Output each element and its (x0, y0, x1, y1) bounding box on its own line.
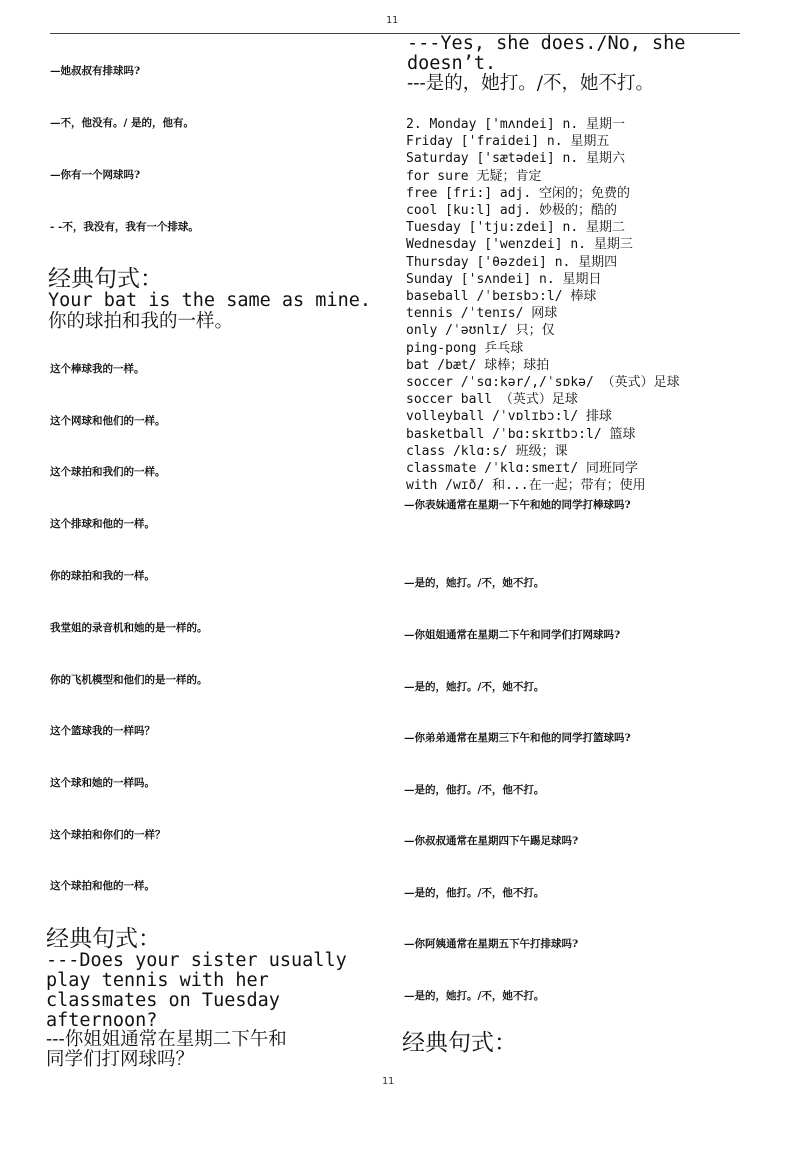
question-english-line: afternoon? (46, 1010, 158, 1031)
vocab-item: free [fri:] adj. 空闲的；免费的 (406, 185, 631, 201)
heading-classic-sentence-3: 经典句式： (402, 1030, 517, 1056)
qa-line: —是的，她打。/不，她不打。 (404, 577, 545, 589)
vocab-item: Saturday ['sætədei] n. 星期六 (406, 151, 626, 167)
exercise-item: 这个球和她的一样吗。 (50, 777, 155, 789)
question-chinese-line: 同学们打网球吗？ (46, 1049, 195, 1070)
vocab-item: Wednesday ['wenzdei] n. 星期三 (406, 237, 633, 253)
exercise-item: 你的球拍和我的一样。 (50, 570, 155, 582)
exercise-item: 这个球拍和你们的一样？ (50, 829, 166, 841)
exercise-item: 这个球拍和他的一样。 (50, 880, 155, 892)
question-english-line: play tennis with her (46, 970, 269, 991)
vocab-item: tennis /ˈtenɪs/ 网球 (406, 306, 558, 322)
qa-line: —是的，她打。/不，她不打。 (404, 990, 545, 1002)
vocab-item: soccer ball （英式）足球 (406, 392, 578, 408)
qa-line: —是的，她打。/不，她不打。 (404, 681, 545, 693)
vocabulary-list (406, 116, 680, 494)
vocab-item: class /klɑ:s/ 班级；课 (406, 443, 568, 459)
qa-line: —你表妹通常在星期一下午和她的同学打棒球吗? (404, 499, 631, 511)
page-number-top: 11 (386, 15, 399, 26)
exercise-item: 这个篮球我的一样吗？ (50, 725, 155, 737)
question-chinese-line: ---你姐姐通常在星期二下午和 (46, 1029, 287, 1050)
vocab-item: volleyball /ˈvɒlɪbɔ:l/ 排球 (406, 409, 613, 425)
top-answer-chinese: ---是的，她打。/不，她不打。 (407, 73, 654, 94)
vocab-item: Tuesday ['tju:zdei] n. 星期二 (406, 220, 626, 236)
left-answer-2: - -不，我没有，我有一个排球。 (50, 221, 199, 233)
left-question-1: —她叔叔有排球吗? (50, 65, 141, 77)
sentence-english: Your bat is the same as mine. (48, 290, 372, 311)
vocab-item: basketball /ˈbɑ:skɪtbɔ:l/ 篮球 (406, 426, 636, 442)
vocab-item: bat /bæt/ 球棒；球拍 (406, 357, 550, 373)
vocab-item: 2. Monday ['mʌndei] n. 星期一 (406, 117, 626, 132)
question-english-line: classmates on Tuesday (46, 990, 280, 1011)
heading-classic-sentence-2: 经典句式： (46, 926, 161, 952)
qa-line: —是的，他打。/不，他不打。 (404, 784, 545, 796)
qa-line: —是的，他打。/不，他不打。 (404, 887, 545, 899)
exercise-item: 你的飞机模型和他们的是一样的。 (50, 674, 208, 686)
vocab-item: Friday ['fraidei] n. 星期五 (406, 134, 610, 150)
vocab-item: for sure 无疑；肯定 (406, 168, 542, 184)
vocab-item: soccer /ˈsɑ:kər/,/ˈsɒkə/ （英式）足球 (406, 375, 680, 391)
heading-classic-sentence-1: 经典句式： (48, 266, 163, 292)
sentence-chinese: 你的球拍和我的一样。 (48, 311, 234, 332)
qa-line: —你姐姐通常在星期二下午和同学们打网球吗? (404, 629, 621, 641)
vocab-item: cool [ku:l] adj. 妙极的；酷的 (406, 203, 618, 219)
vocab-item: only /ˈəʊnlɪ/ 只；仅 (406, 323, 555, 339)
vocab-item: classmate /ˈklɑ:smeɪt/ 同班同学 (406, 461, 639, 477)
page-number-bottom: 11 (382, 1076, 395, 1087)
exercise-item: 这个球拍和我们的一样。 (50, 466, 166, 478)
vocab-item: ping-pong 乒乓球 (406, 340, 524, 356)
qa-line: —你阿姨通常在星期五下午打排球吗? (404, 938, 579, 950)
vocab-item: Thursday ['θəzdei] n. 星期四 (406, 254, 618, 270)
vocab-item: Sunday ['sʌndei] n. 星期日 (406, 271, 602, 287)
top-answer-english-line: doesn’t. (407, 53, 497, 74)
vocab-item: with /wɪð/ 和...在一起；带有；使用 (406, 478, 646, 494)
exercise-item: 这个排球和他的一样。 (50, 518, 155, 530)
exercise-item: 这个网球和他们的一样。 (50, 415, 166, 427)
vocab-item: baseball /ˈbeɪsbɔ:l/ 棒球 (406, 289, 597, 305)
top-answer-english-line: ---Yes, she does./No, she (407, 33, 686, 54)
question-english-line: ---Does your sister usually (46, 950, 347, 971)
left-answer-1: —不，他没有。/ 是的，他有。 (50, 117, 194, 129)
qa-line: —你叔叔通常在星期四下午踢足球吗? (404, 835, 579, 847)
left-question-2: —你有一个网球吗? (50, 169, 141, 181)
qa-line: —你弟弟通常在星期三下午和他的同学打篮球吗? (404, 732, 631, 744)
exercise-item: 我堂姐的录音机和她的是一样的。 (50, 622, 208, 634)
exercise-item: 这个棒球我的一样。 (50, 363, 145, 375)
